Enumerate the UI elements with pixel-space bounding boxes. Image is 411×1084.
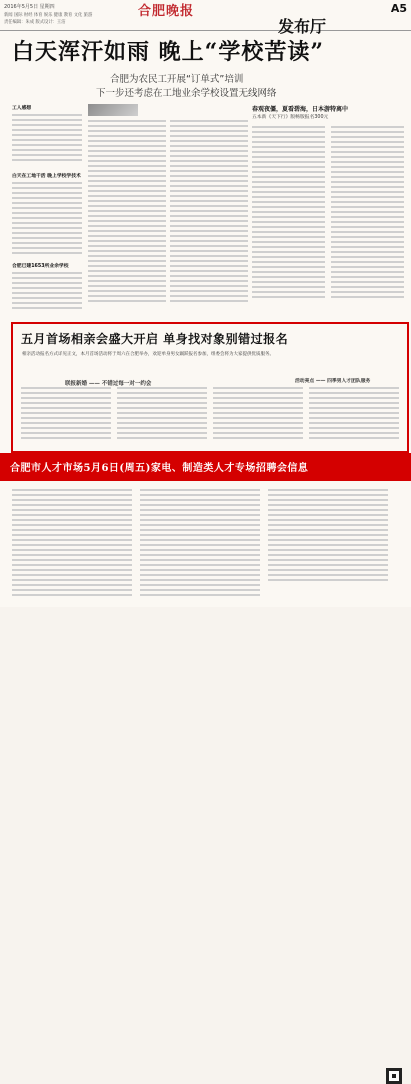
listing-col-3 bbox=[268, 489, 388, 584]
right-text-a bbox=[252, 126, 325, 301]
subhead-1: 合肥为农民工开展“订单式”培训 bbox=[110, 74, 244, 85]
issue-date: 2016年5月5日 星期四 bbox=[4, 4, 55, 10]
left-kicker-3: 合肥已建1653所业余学校 bbox=[12, 264, 69, 269]
listing-col-2 bbox=[140, 489, 260, 599]
left-text-block-2 bbox=[12, 182, 82, 257]
left-kicker-1: 工人感想 bbox=[12, 106, 32, 111]
left-text-block bbox=[12, 114, 82, 164]
recruitment-banner bbox=[0, 453, 411, 481]
middle-text-a bbox=[88, 120, 166, 305]
highlight-subhead: 联报新婚 —— 不错过每一对一约会 bbox=[65, 381, 152, 387]
right-headline: 春观夜僵，夏看碧海，日本游特离中 bbox=[252, 106, 349, 113]
right-article bbox=[252, 104, 404, 314]
job-listings bbox=[0, 481, 411, 607]
editor-credit: 责任编辑：朱成 版式设计：王洁 bbox=[4, 20, 66, 25]
masthead-title: 合肥晚报 bbox=[138, 4, 195, 19]
right-subhead: 五本新《天下行》版畅版报名300元 bbox=[252, 115, 329, 120]
highlight-lead: 相亲活动报名方式详见正文，本月首场活动将于周六在合肥举办，欢迎单身男女踊跃报名参加，组委会将为大家提供优质服务。 bbox=[22, 352, 274, 357]
highlight-col-2 bbox=[117, 387, 207, 443]
left-kicker-2: 白天在工地干活 晚上学校学技术 bbox=[12, 174, 81, 179]
recruitment-banner-text: 合肥市人才市场5月6日(周五)家电、制造类人才专场招聘会信息 bbox=[10, 463, 309, 474]
highlight-col-1 bbox=[21, 387, 111, 443]
qr-code-icon bbox=[386, 1068, 402, 1084]
page-number: A5 bbox=[390, 2, 407, 15]
left-text-block-3 bbox=[12, 272, 82, 312]
highlight-body bbox=[21, 387, 399, 443]
main-headline: 白天浑汗如雨 晚上“学校苦读” bbox=[12, 39, 324, 65]
right-text-b bbox=[331, 126, 404, 301]
subhead-2: 下一步还考虑在工地业余学校设置无线网络 bbox=[96, 88, 277, 99]
section-title: 发布厅 bbox=[278, 17, 327, 36]
listing-col-1 bbox=[12, 489, 132, 599]
section-menu: 新闻 国际 财经 体育 娱乐 健康 教育 文化 旅游 bbox=[4, 13, 93, 18]
highlight-right-head: 活动亮点 —— 四季男人才团队服务 bbox=[295, 379, 371, 384]
masthead-bar bbox=[0, 0, 411, 36]
highlight-col-4 bbox=[309, 387, 399, 443]
highlight-title: 五月首场相亲会盛大开启 单身找对象别错过报名 bbox=[21, 332, 289, 346]
highlighted-article bbox=[11, 322, 409, 453]
middle-article bbox=[88, 104, 248, 314]
highlight-col-3 bbox=[213, 387, 303, 443]
reporter-photo bbox=[88, 104, 138, 116]
left-article bbox=[12, 104, 82, 314]
middle-text-b bbox=[170, 120, 248, 305]
